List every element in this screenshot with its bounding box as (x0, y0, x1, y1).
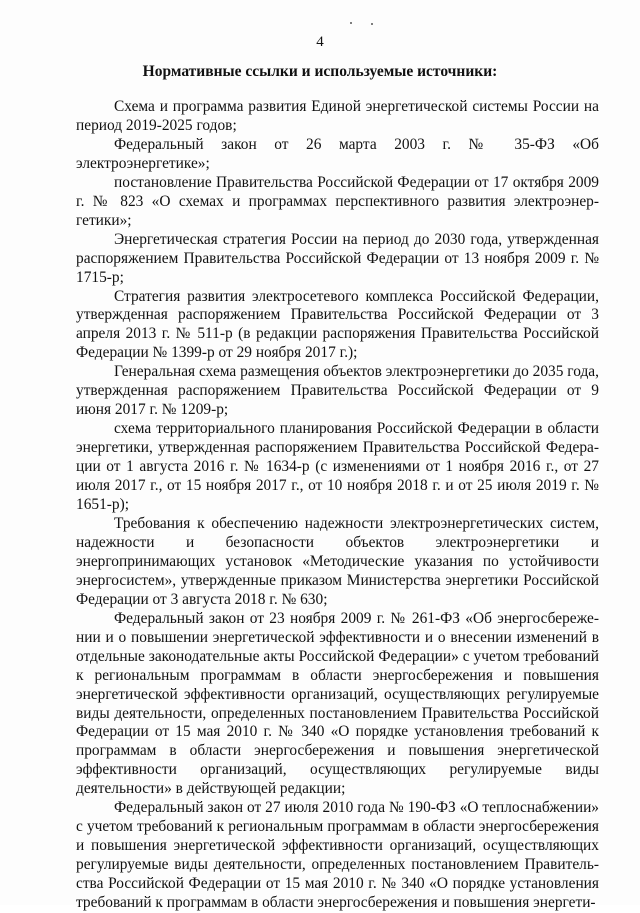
paragraph: Федеральный закон от 26 марта 2003 г. № 35-ФЗ «Об электроэнергетике»; (76, 135, 599, 172)
paragraph: Федеральный закон от 27 июля 2010 года № 190-ФЗ «О теплоснабжении» с учетом требований к региональным программам в области энергосбережения и повышения энергетической эффективности организаций, осуществляющих регулируемые виды деятельности, определенных постановлением Правительства Российской Федерации от 15 мая 2010 г. № 340 «О порядке установления требований к программам в области энергосбережения и повышения энергети- (76, 799, 599, 912)
paragraph: Схема и программа развития Единой энергетической системы России на период 2019-2025 годов; (76, 98, 599, 134)
section-heading: Нормативные ссылки и используемые источники: (142, 63, 498, 80)
document-body (76, 98, 599, 913)
paragraph: схема территориального планирования Российской Федерации в области энергетики, утвержденная распоряжением Правительства Российской Федерации от 1 августа 2016 г. № 1634-р (с изменениями от 1 ноября 2016 г., от 27 июля 2017 г., от 15 ноября 2017 г., от 10 ноября 2018 г. и от 25 июля 2019 г. № 1651-р); (76, 420, 599, 514)
paragraph: Федеральный закон от 23 ноября 2009 г. № 261-ФЗ «Об энергосбережении и о повышении энергетической эффективности и о внесении изменений в отдельные законодательные акты Российской Федерации» с учетом требований к региональным программам в области энергосбережения и повышения энергетической эффективности организаций, осуществляющих регулируемые виды деятельности, определенных постановлением Правительства Российской Федерации от 15 мая 2010 г. № 340 «О порядке установления требований к программам в области энергосбережения и повышения энергетической эффективности организаций, осуществляющих регулируемые виды деятельности» в действующей редакции; (76, 609, 599, 798)
paragraph: Энергетическая стратегия России на период до 2030 года, утвержденная распоряжением Правительства Российской Федерации от 13 ноября 2009 г. № 1715-р; (76, 230, 599, 286)
scan-speck-mark (350, 22, 352, 24)
scan-speck-mark (371, 23, 373, 25)
paragraph: постановление Правительства Российской Федерации от 17 октября 2009 г. № 823 «О схемах и программах перспективного развития электроэнергетики»; (76, 173, 599, 229)
page-number: 4 (316, 34, 324, 50)
paragraph: Требования к обеспечению надежности электроэнергетических систем, надежности и безопасности объектов электроэнергетики и энергопринимающих установок «Методические указания по устойчивости энергосистем», утвержденные приказом Министерства энергетики Российской Федерации от 3 августа 2018 г. № 630; (76, 514, 599, 608)
paragraph: Стратегия развития электросетевого комплекса Российской Федерации, утвержденная распоряжением Правительства Российской Федерации от 3 апреля 2013 г. № 511-р (в редакции распоряжения Правительства Российской Федерации № 1399-р от 29 ноября 2017 г.); (76, 287, 599, 362)
paragraph: Генеральная схема размещения объектов электроэнергетики до 2035 года, утвержденная распоряжением Правительства Российской Федерации от 9 июня 2017 г. № 1209-р; (76, 363, 599, 419)
